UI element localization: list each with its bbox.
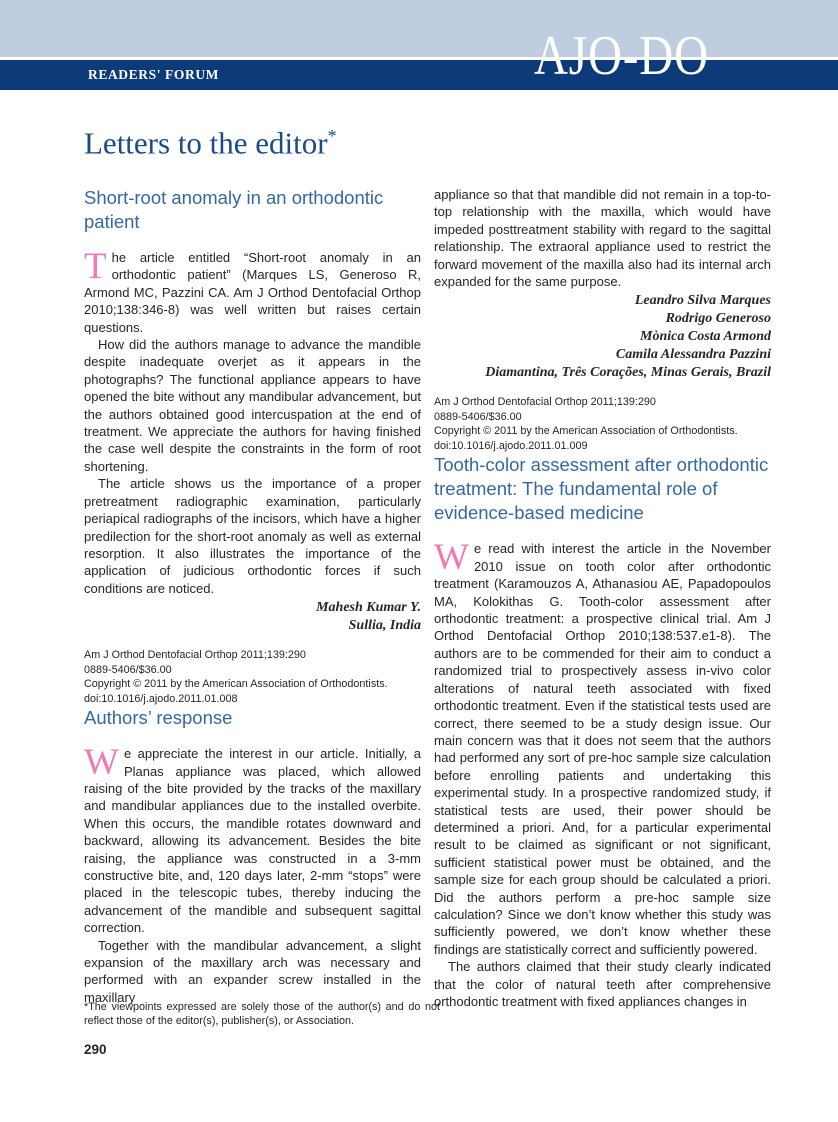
page-title-text: Letters to the editor <box>84 125 328 161</box>
citation-line: 0889-5406/$36.00 <box>434 410 522 423</box>
citation-line: Am J Orthod Dentofacial Orthop 2011;139:290 <box>434 396 656 409</box>
section-label: READERS' FORUM <box>88 67 220 82</box>
right-column <box>434 186 771 1010</box>
citation-line: Copyright © 2011 by the American Association of Orthodontists. <box>84 678 388 691</box>
signature-line: Mahesh Kumar Y. <box>316 600 421 616</box>
response-paragraph-1 <box>84 742 421 936</box>
letter2-paragraph-2: The authors claimed that their study clearly indicated that the color of natural teeth after comprehensive orthodontic treatment with fixed appliances changes in <box>434 959 771 1009</box>
citation-line: 0889-5406/$36.00 <box>84 663 172 676</box>
citation-line: Copyright © 2011 by the American Association of Orthodontists. <box>434 425 738 438</box>
citation-line: Am J Orthod Dentofacial Orthop 2011;139:290 <box>84 649 306 662</box>
signature-line: Sullia, India <box>348 618 421 634</box>
letter2-paragraph-1-text: e read with interest the article in the November 2010 issue on tooth color after orthodontic treatment (Karamouzos A, Athanasiou AE, Papadopoulos MA, Kolokithas G. Tooth-color assessment after orthodontic treatment: a prospective clinical trial. Am J Orthod Dentofacial Orthop 2010;138:537.e1-8). The authors are to be commended for their aim to conduct a randomized trial to prospectively assess in-vivo color alterations of natural teeth associated with fixed orthodontic treatment. Even if the statistical tests used are correct, there seemed to be a study design issue. Our main concern was that it does not seem that the authors had performed any sort of pre-hoc sample size calculation before enrolling patients and undertaking this experimental study. In a prospective randomized study, if statistical tests are used, their power should be determined a priori. And, for a particular experimental result to be claimed as significant or not significant, sufficient statistical power must be obtained, and the sample size for each group should be calculated a priori. Did the authors perform a pre-hoc sample size calculation? Since we don’t know whether this study was sufficiently powered, we don’t know whether these findings are statistically correct and sufficiently powered. <box>434 541 771 957</box>
response-paragraph-2-continued: appliance so that that mandible did not remain in a top-to-top relationship with the maxilla, which would have impeded posttreatment stability with regard to the sagittal relationship. The extraoral appliance used to restrict the forward movement of the maxilla also had its internal arch expanded for the same purpose. <box>434 187 771 290</box>
header-bar <box>0 60 838 90</box>
response-heading: Authors’ response <box>84 707 233 729</box>
dropcap-w: W <box>434 537 469 579</box>
letter2-paragraph-1 <box>434 537 771 958</box>
signature-line: Diamantina, Três Corações, Minas Gerais, Brazil <box>485 365 771 381</box>
letter1-heading: Short-root anomaly in an orthodontic patient <box>84 187 384 232</box>
viewpoints-footnote: *The viewpoints expressed are solely those of the author(s) and do not reflect those of the editor(s), publisher(s), or Association. <box>84 1001 440 1027</box>
journal-logo: AJO-DO <box>534 25 709 87</box>
left-column <box>84 186 421 1006</box>
dropcap-t: T <box>84 246 107 287</box>
letter1-paragraph-1-text: he article entitled “Short-root anomaly in an orthodontic patient” (Marques LS, Generoso R, Armond MC, Pazzini CA. Am J Orthod Dentofacial Orthop 2010;138:346-8) was well written but raises certain questions. <box>84 250 421 335</box>
letter1-paragraph-3: The article shows us the importance of a proper pretreatment radiographic examination, particularly periapical radiographs of the incisors, which have a higher predilection for the short-root anomaly as well as external resorption. It also illustrates the importance of the application of judicious orthodontic forces if such conditions are noticed. <box>84 476 421 596</box>
page-number: 290 <box>84 1042 107 1057</box>
citation-line: doi:10.1016/j.ajodo.2011.01.009 <box>434 439 588 452</box>
signature-line: Mònica Costa Armond <box>640 329 771 345</box>
signature-line: Rodrigo Generoso <box>665 311 771 327</box>
page-title <box>84 116 337 163</box>
letter1-paragraph-1 <box>84 246 421 336</box>
letter1-citation <box>84 648 421 706</box>
citation-line: doi:10.1016/j.ajodo.2011.01.008 <box>84 692 238 705</box>
response-citation <box>434 395 771 453</box>
signature-line: Camila Alessandra Pazzini <box>615 347 771 363</box>
header-band <box>0 0 838 57</box>
letter1-signature <box>84 599 421 635</box>
signature-line: Leandro Silva Marques <box>634 293 771 309</box>
dropcap-w: W <box>84 742 119 784</box>
title-footnote-mark: * <box>327 126 337 146</box>
response-signature <box>434 292 771 382</box>
response-paragraph-2: Together with the mandibular advancement, a slight expansion of the maxillary arch was necessary and performed with an expander screw installed in the maxillary <box>84 937 421 1005</box>
letter2-heading: Tooth-color assessment after orthodontic treatment: The fundamental role of evidence-based medicine <box>434 454 769 524</box>
response-paragraph-1-text: e appreciate the interest in our article. Initially, a Planas appliance was placed, which allowed raising of the bite provided by the tracks of the maxillary and mandibular appliances due to the installed overbite. When this occurs, the mandible rotates downward and backward, allowing its advancement. Besides the bite raising, the appliance was constructed in a 3-mm constructive bite, and, 120 days later, 2-mm “stops” were placed in the telescopic tubes, thereby inducing the advancement of the mandible and subsequent sagittal correction. <box>84 746 421 936</box>
letter1-paragraph-2: How did the authors manage to advance the mandible despite inadequate overjet as it appears in the photographs? The functional appliance appears to have opened the bite without any mandibular advancement, but the authors obtained good intercuspation at the end of treatment. We appreciate the authors for having finished the case well despite the constraints in the form of root shortening. <box>84 337 421 474</box>
